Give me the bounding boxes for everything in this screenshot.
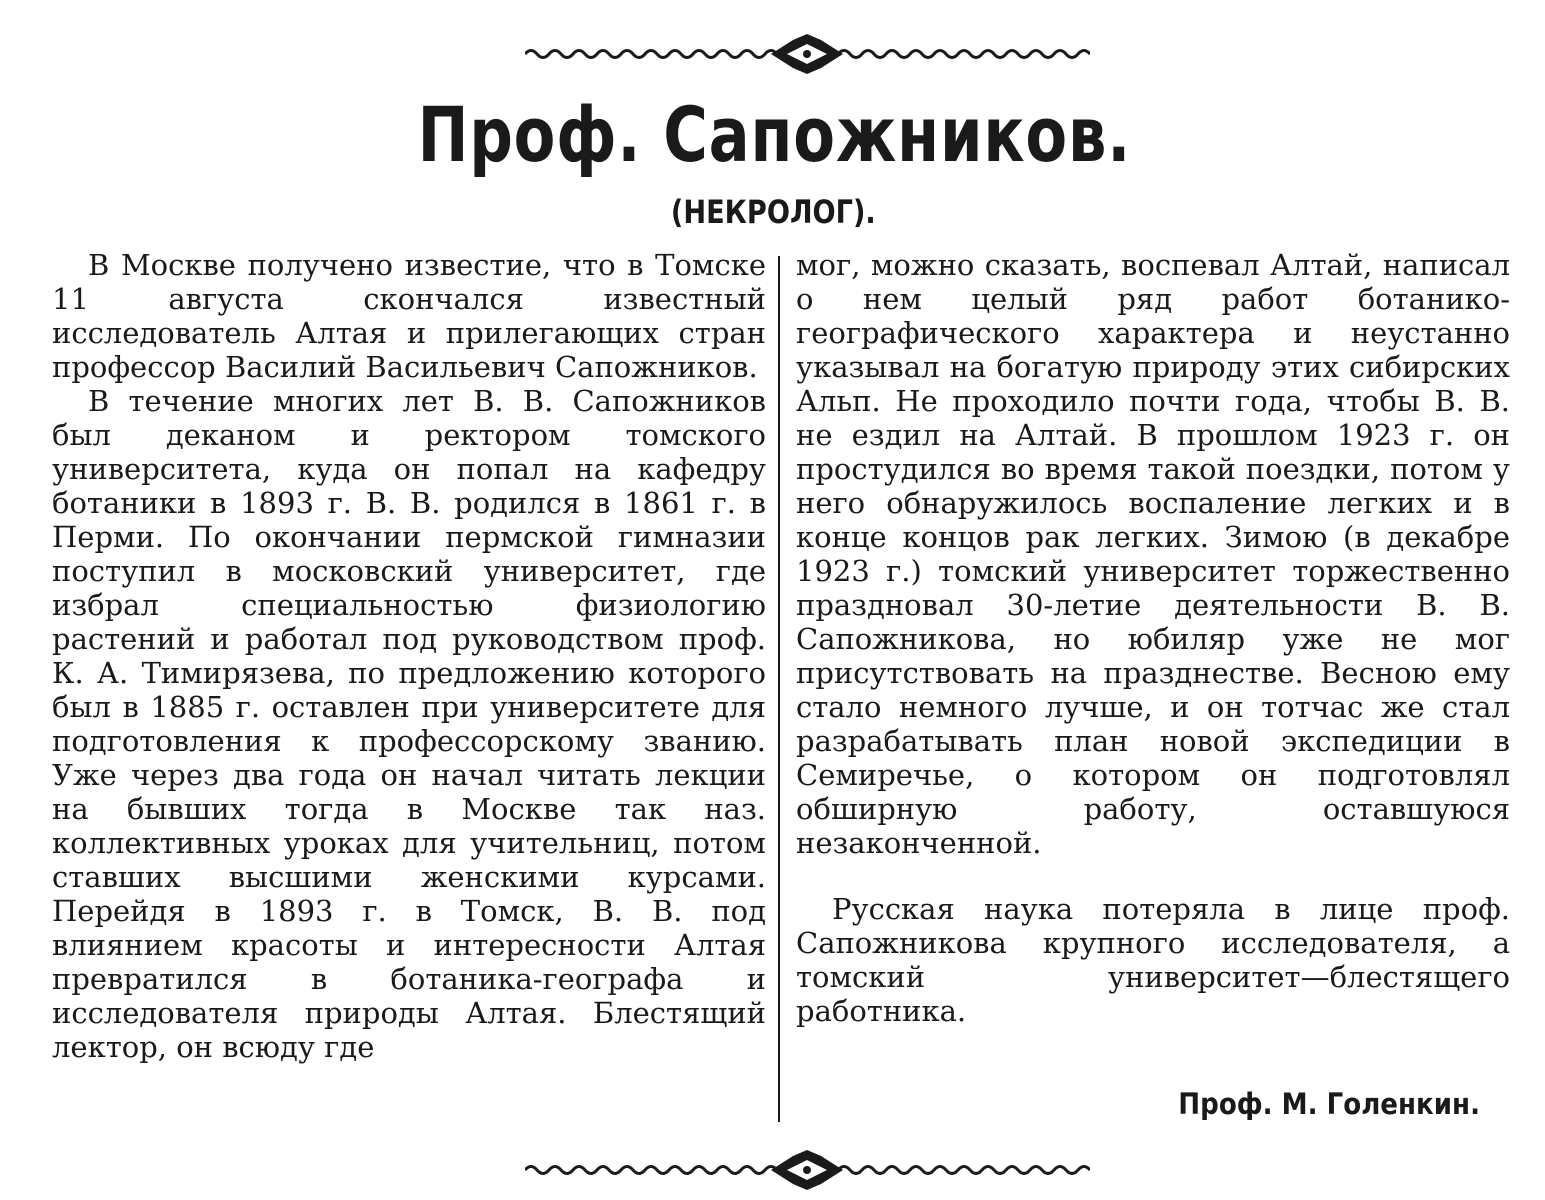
article-subtitle: (НЕКРОЛОГ). xyxy=(670,193,876,231)
article-paragraph: В течение многих лет В. В. Сапожников был деканом и ректором томского университета, куда он попал на кафедру ботаники в 1893 г. В. В. родился в 1861 г. в Перми. По окончании пермской гимназии поступил в московский университет, где избрал специальностью физиологию растений и работал под руководством проф. К. А. Тимирязева, по предложению которого был в 1885 г. оставлен при университете для подготовления к профессорскому званию. Уже через два года он начал читать лекции на бывших тогда в Москве так наз. коллективных уроках для учительниц, потом ставших высшими женскими курсами. Перейдя в 1893 г. в Томск, В. В. под влиянием красоты и интересности Алтая превратился в ботаника-географа и исследователя природы Алтая. Блестящий лектор, он всюду где xyxy=(52,384,766,1064)
article-paragraph: В Москве получено известие, что в Томске 11 августа скончался известный исследователь Алтая и прилегающих стран профессор Василий Васильевич Сапожников. xyxy=(52,248,766,384)
article-column-right xyxy=(796,248,1510,1028)
paragraph-gap xyxy=(796,860,1510,892)
ornament-top xyxy=(525,34,1090,74)
article-paragraph: мог, можно сказать, воспевал Алтай, написал о нем целый ряд работ ботанико-географического характера и неустанно указывал на богатую природу этих сибирских Альп. Не проходило почти года, чтобы В. В. не ездил на Алтай. В прошлом 1923 г. он простудился во время такой поездки, потом у него обнаружилось воспаление легких и в конце концов рак легких. Зимою (в декабре 1923 г.) томский университет торжественно праздновал 30-летие деятельности В. В. Сапожникова, но юбиляр уже не мог присутствовать на празднестве. Весною ему стало немного лучше, и он тотчас же стал разрабатывать план новой экспедиции в Семиречье, о котором он подготовлял обширную работу, оставшуюся незаконченной. xyxy=(796,248,1510,860)
article-title: Проф. Сапожников. xyxy=(417,90,1132,179)
column-divider xyxy=(778,256,780,1122)
article-column-left xyxy=(52,248,766,1064)
ornament-bottom xyxy=(525,1150,1090,1190)
article-paragraph: Русская наука потеряла в лице проф. Сапожникова крупного исследователя, а томский университет—блестящего работника. xyxy=(796,892,1510,1028)
article-signature: Проф. М. Голенкин. xyxy=(1178,1087,1480,1121)
